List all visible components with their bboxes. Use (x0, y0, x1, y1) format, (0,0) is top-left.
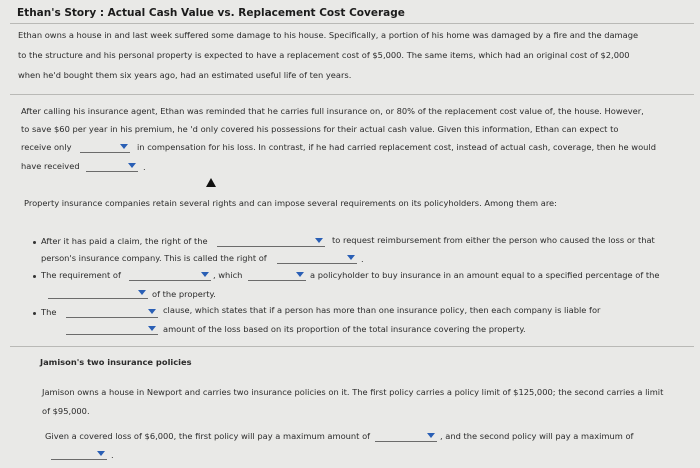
liability-share-dropdown[interactable] (66, 324, 158, 335)
jamison-line-1: Jamison owns a house in Newport and carries two insurance policies on it. The first policy carries a policy limit of $125,000; the second carries a limit (42, 387, 664, 397)
requirement-dropdown[interactable] (129, 270, 211, 281)
agent-line-1: After calling his insurance agent, Ethan was reminded that he carries full insurance on, or 80% of the replacement cost value of, the house. However, (21, 106, 644, 116)
chevron-down-icon (128, 163, 136, 168)
chevron-down-icon (120, 144, 128, 149)
intro-line-1: Ethan owns a house in and last week suffered some damage to his house. Specifically, a portion of his home was damaged by a fire and the damage (18, 30, 639, 40)
requires-dropdown[interactable] (248, 270, 306, 281)
bullet-2 (33, 275, 36, 278)
bullet2-text-b: , which (213, 270, 243, 280)
chevron-down-icon (347, 255, 355, 260)
acv-compensation-dropdown[interactable] (80, 142, 130, 153)
replacement-cost-dropdown[interactable] (86, 161, 138, 172)
bullet3-text-c: amount of the loss based on its proportion of the total insurance covering the property. (163, 324, 526, 334)
mouse-cursor-icon (206, 178, 216, 187)
agent-line-2: to save $60 per year in his premium, he 'd only covered his possessions for their actual cash value. Given this information, Ethan can expect to (21, 124, 619, 134)
chevron-down-icon (148, 326, 156, 331)
chevron-down-icon (148, 309, 156, 314)
chevron-down-icon (315, 238, 323, 243)
section-divider-1 (10, 94, 694, 95)
bullet3-text-a: The (41, 307, 57, 317)
property-value-dropdown[interactable] (48, 288, 148, 299)
bullet2-text-c: a policyholder to buy insurance in an amount equal to a specified percentage of the (310, 270, 660, 280)
bullet1-text-a: After it has paid a claim, the right of the (41, 236, 208, 246)
bullet1-text-b: to request reimbursement from either the person who caused the loss or that (332, 235, 655, 245)
chevron-down-icon (296, 272, 304, 277)
agent-line-4: have received (21, 161, 80, 171)
bullet-3 (33, 312, 36, 315)
jamison-line-3b: , and the second policy will pay a maximum of (440, 431, 634, 441)
first-policy-payment-dropdown[interactable] (375, 431, 437, 442)
chevron-down-icon (201, 272, 209, 277)
chevron-down-icon (97, 451, 105, 456)
clause-dropdown[interactable] (66, 307, 158, 318)
jamison-line-3a: Given a covered loss of $6,000, the first policy will pay a maximum amount of (45, 431, 371, 441)
agent-period: . (143, 162, 146, 172)
bullet1-period: . (361, 254, 364, 264)
intro-line-3: when he'd bought them six years ago, had an estimated useful life of ten years. (18, 70, 352, 80)
chevron-down-icon (138, 290, 146, 295)
right-name-dropdown[interactable] (277, 253, 357, 264)
jamison-line-2: of $95,000. (42, 406, 90, 416)
bullet2-text-d: of the property. (152, 289, 216, 299)
bullet1-text-c: person's insurance company. This is called the right of (41, 253, 267, 263)
intro-line-2: to the structure and his personal property is expected to have a replacement cost of $5,000. The same items, which had an original cost of $2,000 (18, 50, 630, 60)
bullet-1 (33, 241, 36, 244)
second-policy-payment-dropdown[interactable] (51, 449, 107, 460)
jamison-period: . (111, 450, 114, 460)
agent-line-3a: receive only (21, 142, 72, 152)
jamison-heading: Jamison's two insurance policies (40, 357, 192, 367)
section-divider-2 (10, 346, 694, 347)
title-divider (10, 23, 694, 24)
bullet2-text-a: The requirement of (41, 270, 121, 280)
bullet3-text-b: clause, which states that if a person has more than one insurance policy, then each company is liable for (163, 305, 601, 315)
chevron-down-icon (427, 433, 435, 438)
agent-line-3b: in compensation for his loss. In contrast, if he had carried replacement cost, instead of actual cash, coverage, then he would (137, 142, 656, 152)
subrogation-party-dropdown[interactable] (217, 236, 325, 247)
property-intro: Property insurance companies retain several rights and can impose several requirements on its policyholders. Among them are: (24, 198, 557, 208)
page-title: Ethan's Story : Actual Cash Value vs. Replacement Cost Coverage (17, 7, 405, 19)
